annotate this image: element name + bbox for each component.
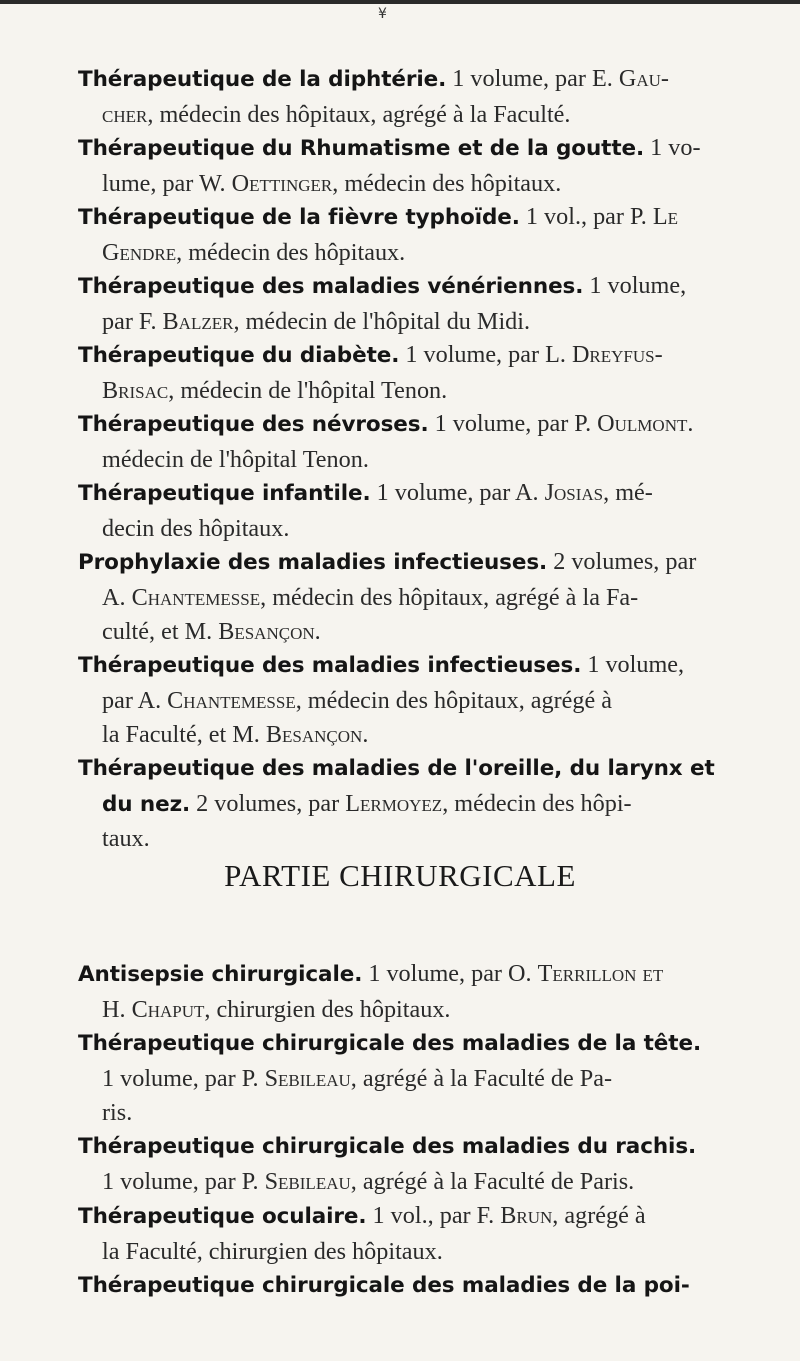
author-name: Gendre xyxy=(102,238,177,266)
catalog-entry: Thérapeutique des maladies infectieuses. 1 volume, par A. Chantemesse, médecin des hôpitaux, agrégé à la Faculté, et M. Besançon. xyxy=(78,651,685,748)
author-name: Chaput xyxy=(131,995,205,1023)
entry-title: Thérapeutique du Rhumatisme et de la goutte. xyxy=(78,136,645,161)
entry-title: Thérapeutique de la fièvre typhoïde. xyxy=(78,205,520,230)
catalog-entry: Thérapeutique de la diphtérie. 1 volume, par E. Gau- cher, médecin des hôpitaux, agrégé à la Faculté. xyxy=(78,65,669,128)
author-name: Le xyxy=(652,203,679,230)
author-name: Chantemesse xyxy=(167,686,296,714)
catalog-entry: Thérapeutique de la fièvre typhoïde. 1 vol., par P. Le Gendre, médecin des hôpitaux. xyxy=(78,203,679,266)
catalog-entry: Thérapeutique du Rhumatisme et de la goutte. 1 vo- lume, par W. Oettinger, médecin des hôpitaux. xyxy=(78,134,701,197)
entry-title: Thérapeutique du diabète. xyxy=(78,343,400,368)
entry-title: Antisepsie chirurgicale. xyxy=(78,962,363,987)
catalog-entry: Thérapeutique du diabète. 1 volume, par L. Dreyfus- Brisac, médecin de l'hôpital Tenon. xyxy=(78,341,663,404)
entry-title: Thérapeutique infantile. xyxy=(78,481,371,506)
page-mark: ¥ xyxy=(378,6,387,22)
catalog-entry: Thérapeutique chirurgicale des maladies du rachis. 1 volume, par P. Sebileau, agrégé à la Faculté de Paris. xyxy=(78,1134,697,1195)
entry-title: Thérapeutique de la diphtérie. xyxy=(78,67,447,92)
author-name: Oettinger xyxy=(231,169,333,197)
author-name: Oulmont xyxy=(597,410,688,437)
catalog-entry xyxy=(78,1268,768,1304)
author-name: Josias xyxy=(544,479,604,506)
catalog-entry: Prophylaxie des maladies infectieuses. 2 volumes, par A. Chantemesse, médecin des hôpitaux, agrégé à la Fa- culté, et M. Besançon. xyxy=(78,548,697,645)
entry-title: Prophylaxie des maladies infectieuses. xyxy=(78,550,548,575)
section-heading: PARTIE CHIRURGICALE xyxy=(224,858,576,893)
catalog-entry: Thérapeutique infantile. 1 volume, par A. Josias, mé- decin des hôpitaux. xyxy=(78,479,653,542)
author-name: Besançon xyxy=(218,618,315,645)
entry-title: Thérapeutique des maladies de l'oreille, du larynx et xyxy=(78,756,715,781)
author-name: Brisac xyxy=(102,376,169,404)
catalog-entry: Thérapeutique oculaire. 1 vol., par F. Brun, agrégé à la Faculté, chirurgien des hôpitaux. xyxy=(78,1202,646,1265)
entry-title-continued: du nez. xyxy=(102,791,191,817)
author-name: Gau- xyxy=(618,65,669,92)
entry-title: Thérapeutique des névroses. xyxy=(78,412,429,437)
entry-title: Thérapeutique des maladies infectieuses. xyxy=(78,653,582,678)
catalog-entry: Thérapeutique des névroses. 1 volume, par P. Oulmont. médecin de l'hôpital Tenon. xyxy=(78,410,694,473)
author-name: cher xyxy=(102,100,148,128)
author-name: Chantemesse xyxy=(131,583,261,611)
entry-title: Thérapeutique chirurgicale des maladies du rachis. xyxy=(78,1134,697,1159)
author-name: Terrillon et xyxy=(537,960,664,987)
catalog-entry: Thérapeutique des maladies de l'oreille, du larynx et du nez. 2 volumes, par Lermoyez, médecin des hôpi- taux. xyxy=(78,756,715,852)
top-rule xyxy=(0,0,800,4)
author-name: Besançon xyxy=(265,721,363,748)
author-name: Sebileau xyxy=(264,1064,351,1092)
catalog-entry: Thérapeutique des maladies vénériennes. 1 volume, par F. Balzer, médecin de l'hôpital du Midi. xyxy=(78,272,687,335)
author-name: Sebileau xyxy=(264,1167,351,1195)
entry-title: Thérapeutique oculaire. xyxy=(78,1204,367,1229)
author-name: Lermoyez xyxy=(345,789,443,817)
author-name: Dreyfus- xyxy=(571,341,663,368)
author-name: Balzer xyxy=(162,307,234,335)
author-name: Brun xyxy=(500,1202,553,1229)
entry-title: Thérapeutique chirurgicale des maladies de la poi- xyxy=(78,1273,690,1298)
catalog-entry: Thérapeutique chirurgicale des maladies de la tête. 1 volume, par P. Sebileau, agrégé à la Faculté de Pa- ris. xyxy=(78,1031,702,1126)
entry-title: Thérapeutique chirurgicale des maladies de la tête. xyxy=(78,1031,702,1056)
catalog-entry: Antisepsie chirurgicale. 1 volume, par O. Terrillon et H. Chaput, chirurgien des hôpitaux. xyxy=(78,960,664,1023)
entry-title: Thérapeutique des maladies vénériennes. xyxy=(78,274,584,299)
